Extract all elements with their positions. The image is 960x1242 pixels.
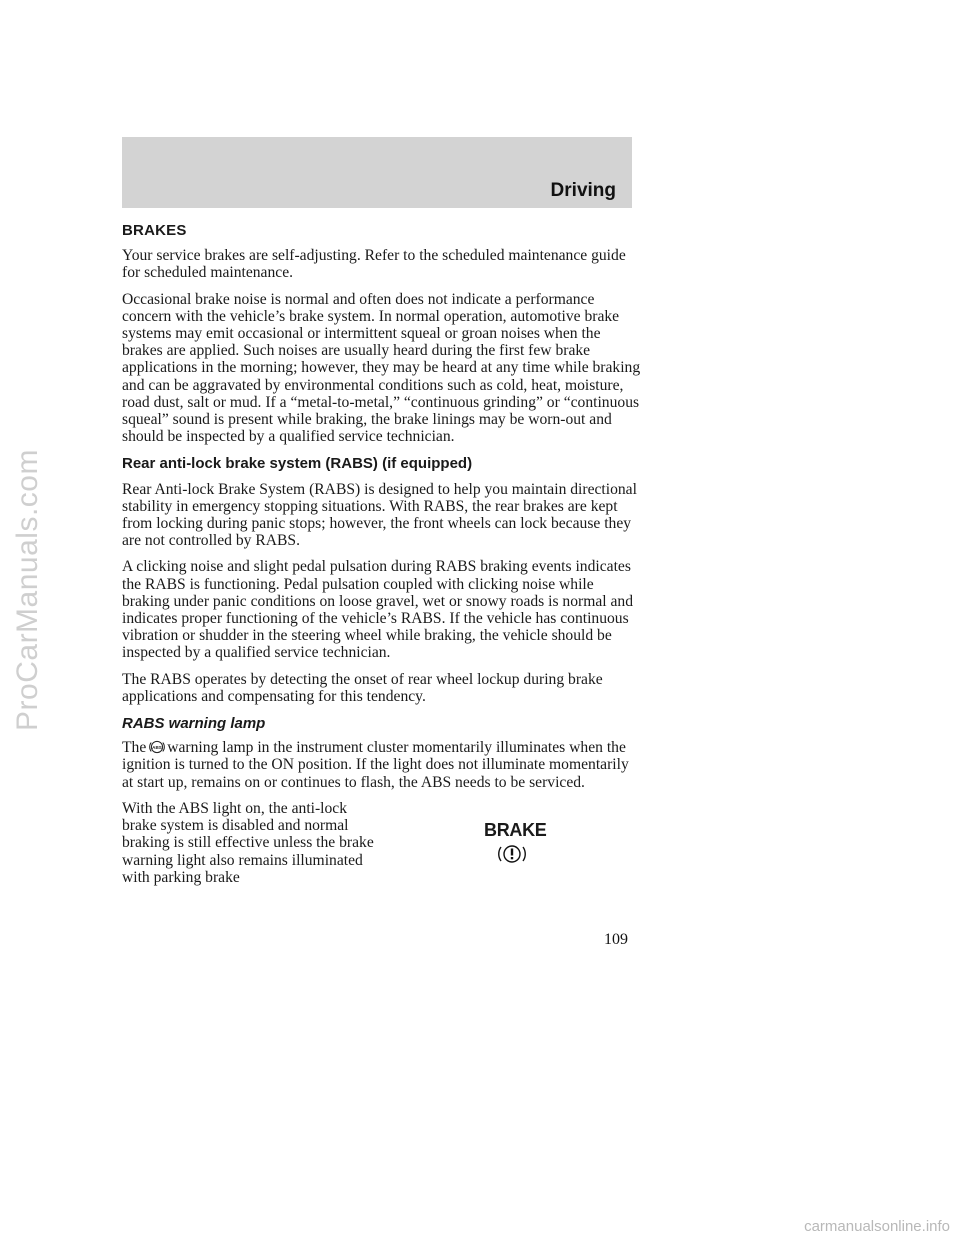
page-number: 109 xyxy=(604,931,628,948)
abs-icon-label: ABS xyxy=(152,745,163,751)
section-header xyxy=(122,137,632,208)
heading-rabs-warning-lamp: RABS warning lamp xyxy=(122,715,266,733)
heading-brakes: BRAKES xyxy=(122,222,187,239)
paragraph-self-adjusting: Your service brakes are self-adjusting. Refer to the scheduled maintenance guide for scheduled maintenance. xyxy=(122,247,626,282)
section-title: Driving xyxy=(550,180,616,201)
page-content xyxy=(122,222,642,895)
brake-lamp-figure xyxy=(384,800,642,895)
side-watermark-text: ProCarManuals.com xyxy=(11,449,44,731)
abs-lamp-body-text: warning lamp in the instrument cluster momentarily illuminates when the ignition is turned to the ON position. If the light does not illuminate momentarily at start up, remains on or continues to flash, the ABS needs to be serviced. xyxy=(122,739,629,791)
paragraph-rabs-design: Rear Anti-lock Brake System (RABS) is designed to help you maintain directional stability in emergency stopping situations. With RABS, the rear brakes are kept from locking during panic stops; however, the front wheels can lock because they are not controlled by RABS. xyxy=(122,480,637,550)
abs-lamp-lead-text: The xyxy=(122,739,147,757)
brake-icon-label: BRAKE xyxy=(484,819,547,840)
paragraph-abs-lamp xyxy=(122,739,642,791)
brake-warning-symbol xyxy=(484,819,547,866)
abs-warning-icon xyxy=(149,739,165,755)
brake-warning-icon xyxy=(484,819,547,866)
side-watermark xyxy=(8,310,48,870)
abs-light-section xyxy=(122,800,642,895)
paragraph-brake-noise: Occasional brake noise is normal and often does not indicate a performance concern with the vehicle’s brake system. In normal operation, automotive brake systems may emit occasional or intermittent squeal or groan noises when the brakes are applied. Such noises are usually heard during the first few brake applications in the morning; however, they may be heard at any time while braking and can be aggravated by environmental conditions such as cold, heat, moisture, road dust, salt or mud. If a “metal-to-metal,” “continuous grinding” or “continuous squeal” sound is present while braking, the brake linings may be worn-out and should be inspected by a qualified service technician. xyxy=(122,290,641,446)
heading-rabs: Rear anti-lock brake system (RABS) (if equipped) xyxy=(122,455,473,473)
paragraph-rabs-clicking: A clicking noise and slight pedal pulsation during RABS braking events indicates the RABS is functioning. Pedal pulsation coupled with clicking noise while braking under panic conditions on loose gravel, wet or snowy roads is normal and indicates proper functioning of the vehicle’s RABS. If the vehicle has continuous vibration or shudder in the steering wheel while braking, the vehicle should be inspected by a qualified service technician. xyxy=(122,558,634,662)
footer-watermark: carmanualsonline.info xyxy=(804,1218,950,1235)
paragraph-abs-light-on: With the ABS light on, the anti-lock brake system is disabled and normal braking is still effective unless the brake warning light also remains illuminated with parking brake xyxy=(122,799,374,886)
paragraph-rabs-operation: The RABS operates by detecting the onset of rear wheel lockup during brake applications and compensating for this tendency. xyxy=(122,670,603,705)
